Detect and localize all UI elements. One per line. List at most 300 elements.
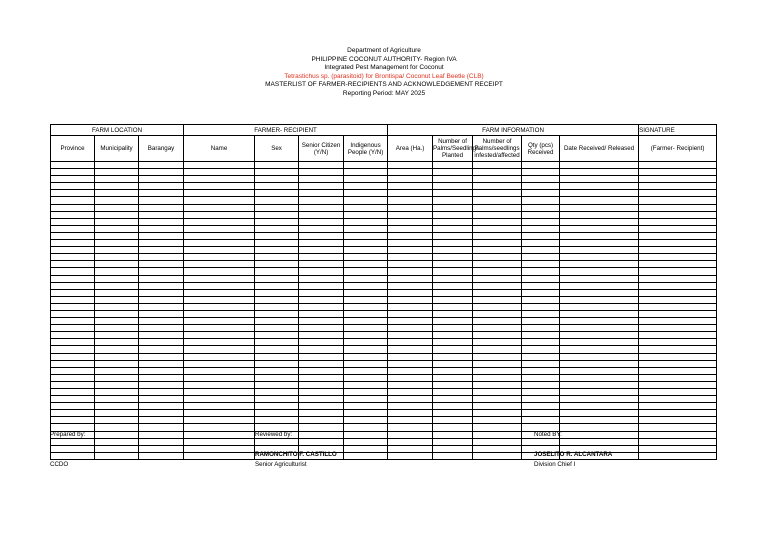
table-cell[interactable] bbox=[184, 353, 255, 360]
table-cell[interactable] bbox=[344, 268, 388, 275]
table-cell[interactable] bbox=[388, 431, 433, 438]
table-cell[interactable] bbox=[522, 396, 560, 403]
table-cell[interactable] bbox=[344, 339, 388, 346]
table-cell[interactable] bbox=[639, 431, 717, 438]
table-cell[interactable] bbox=[560, 197, 639, 204]
table-cell[interactable] bbox=[95, 438, 139, 445]
table-cell[interactable] bbox=[560, 367, 639, 374]
table-cell[interactable] bbox=[473, 247, 522, 254]
table-cell[interactable] bbox=[299, 254, 344, 261]
table-cell[interactable] bbox=[255, 410, 299, 417]
table-cell[interactable] bbox=[95, 389, 139, 396]
table-cell[interactable] bbox=[299, 296, 344, 303]
table-cell[interactable] bbox=[51, 211, 95, 218]
table-cell[interactable] bbox=[184, 197, 255, 204]
table-cell[interactable] bbox=[473, 367, 522, 374]
table-cell[interactable] bbox=[139, 190, 184, 197]
table-cell[interactable] bbox=[473, 282, 522, 289]
table-cell[interactable] bbox=[522, 169, 560, 176]
table-cell[interactable] bbox=[255, 261, 299, 268]
table-cell[interactable] bbox=[639, 445, 717, 452]
table-cell[interactable] bbox=[344, 389, 388, 396]
table-cell[interactable] bbox=[95, 254, 139, 261]
table-cell[interactable] bbox=[184, 268, 255, 275]
table-cell[interactable] bbox=[255, 296, 299, 303]
table-cell[interactable] bbox=[184, 261, 255, 268]
table-cell[interactable] bbox=[95, 396, 139, 403]
table-cell[interactable] bbox=[299, 190, 344, 197]
table-cell[interactable] bbox=[560, 204, 639, 211]
table-cell[interactable] bbox=[560, 339, 639, 346]
table-cell[interactable] bbox=[184, 374, 255, 381]
table-cell[interactable] bbox=[473, 310, 522, 317]
table-cell[interactable] bbox=[433, 417, 473, 424]
table-cell[interactable] bbox=[344, 346, 388, 353]
table-cell[interactable] bbox=[388, 197, 433, 204]
table-cell[interactable] bbox=[344, 296, 388, 303]
table-cell[interactable] bbox=[299, 403, 344, 410]
table-cell[interactable] bbox=[184, 254, 255, 261]
table-cell[interactable] bbox=[473, 240, 522, 247]
table-cell[interactable] bbox=[433, 197, 473, 204]
table-cell[interactable] bbox=[184, 396, 255, 403]
table-cell[interactable] bbox=[95, 275, 139, 282]
table-cell[interactable] bbox=[299, 282, 344, 289]
table-cell[interactable] bbox=[388, 339, 433, 346]
table-cell[interactable] bbox=[344, 183, 388, 190]
table-cell[interactable] bbox=[95, 417, 139, 424]
table-cell[interactable] bbox=[51, 183, 95, 190]
table-cell[interactable] bbox=[639, 374, 717, 381]
table-cell[interactable] bbox=[344, 445, 388, 452]
table-cell[interactable] bbox=[522, 282, 560, 289]
table-cell[interactable] bbox=[255, 162, 299, 169]
table-cell[interactable] bbox=[388, 268, 433, 275]
table-cell[interactable] bbox=[639, 225, 717, 232]
table-cell[interactable] bbox=[139, 218, 184, 225]
table-cell[interactable] bbox=[433, 381, 473, 388]
table-cell[interactable] bbox=[95, 190, 139, 197]
table-cell[interactable] bbox=[433, 318, 473, 325]
table-cell[interactable] bbox=[255, 332, 299, 339]
table-cell[interactable] bbox=[184, 218, 255, 225]
table-cell[interactable] bbox=[522, 211, 560, 218]
table-cell[interactable] bbox=[388, 310, 433, 317]
table-cell[interactable] bbox=[184, 381, 255, 388]
table-cell[interactable] bbox=[139, 211, 184, 218]
table-cell[interactable] bbox=[388, 360, 433, 367]
table-cell[interactable] bbox=[344, 275, 388, 282]
table-cell[interactable] bbox=[255, 197, 299, 204]
table-cell[interactable] bbox=[51, 310, 95, 317]
table-cell[interactable] bbox=[255, 289, 299, 296]
table-cell[interactable] bbox=[388, 367, 433, 374]
table-cell[interactable] bbox=[184, 204, 255, 211]
table-cell[interactable] bbox=[388, 424, 433, 431]
table-cell[interactable] bbox=[51, 403, 95, 410]
table-cell[interactable] bbox=[95, 360, 139, 367]
table-cell[interactable] bbox=[344, 310, 388, 317]
table-cell[interactable] bbox=[255, 225, 299, 232]
table-cell[interactable] bbox=[299, 183, 344, 190]
table-cell[interactable] bbox=[95, 176, 139, 183]
table-cell[interactable] bbox=[299, 424, 344, 431]
table-cell[interactable] bbox=[560, 424, 639, 431]
table-cell[interactable] bbox=[344, 438, 388, 445]
table-cell[interactable] bbox=[344, 247, 388, 254]
table-cell[interactable] bbox=[388, 289, 433, 296]
table-cell[interactable] bbox=[433, 190, 473, 197]
table-cell[interactable] bbox=[433, 296, 473, 303]
table-cell[interactable] bbox=[522, 310, 560, 317]
table-cell[interactable] bbox=[51, 332, 95, 339]
table-cell[interactable] bbox=[255, 389, 299, 396]
table-cell[interactable] bbox=[388, 232, 433, 239]
table-cell[interactable] bbox=[255, 367, 299, 374]
table-cell[interactable] bbox=[255, 374, 299, 381]
table-cell[interactable] bbox=[299, 318, 344, 325]
table-cell[interactable] bbox=[51, 410, 95, 417]
table-cell[interactable] bbox=[344, 261, 388, 268]
table-cell[interactable] bbox=[184, 183, 255, 190]
table-cell[interactable] bbox=[560, 389, 639, 396]
table-cell[interactable] bbox=[639, 268, 717, 275]
table-cell[interactable] bbox=[184, 445, 255, 452]
table-cell[interactable] bbox=[51, 424, 95, 431]
table-cell[interactable] bbox=[344, 254, 388, 261]
table-cell[interactable] bbox=[560, 211, 639, 218]
table-cell[interactable] bbox=[139, 169, 184, 176]
table-cell[interactable] bbox=[639, 211, 717, 218]
table-cell[interactable] bbox=[560, 410, 639, 417]
table-cell[interactable] bbox=[255, 169, 299, 176]
table-cell[interactable] bbox=[639, 190, 717, 197]
table-cell[interactable] bbox=[433, 367, 473, 374]
table-cell[interactable] bbox=[139, 225, 184, 232]
table-cell[interactable] bbox=[51, 381, 95, 388]
table-cell[interactable] bbox=[184, 367, 255, 374]
table-cell[interactable] bbox=[433, 452, 473, 459]
table-cell[interactable] bbox=[184, 296, 255, 303]
table-cell[interactable] bbox=[255, 183, 299, 190]
table-cell[interactable] bbox=[344, 452, 388, 459]
table-cell[interactable] bbox=[344, 332, 388, 339]
table-cell[interactable] bbox=[560, 247, 639, 254]
table-cell[interactable] bbox=[473, 445, 522, 452]
table-cell[interactable] bbox=[388, 389, 433, 396]
table-cell[interactable] bbox=[473, 389, 522, 396]
table-cell[interactable] bbox=[639, 296, 717, 303]
table-cell[interactable] bbox=[299, 367, 344, 374]
table-cell[interactable] bbox=[433, 211, 473, 218]
table-cell[interactable] bbox=[299, 396, 344, 403]
table-cell[interactable] bbox=[522, 360, 560, 367]
table-cell[interactable] bbox=[51, 275, 95, 282]
table-cell[interactable] bbox=[473, 332, 522, 339]
table-cell[interactable] bbox=[95, 268, 139, 275]
table-cell[interactable] bbox=[433, 353, 473, 360]
table-cell[interactable] bbox=[344, 410, 388, 417]
table-cell[interactable] bbox=[95, 204, 139, 211]
table-cell[interactable] bbox=[51, 360, 95, 367]
table-cell[interactable] bbox=[51, 374, 95, 381]
table-cell[interactable] bbox=[560, 318, 639, 325]
table-cell[interactable] bbox=[473, 396, 522, 403]
table-cell[interactable] bbox=[184, 169, 255, 176]
table-cell[interactable] bbox=[560, 325, 639, 332]
table-cell[interactable] bbox=[51, 417, 95, 424]
table-cell[interactable] bbox=[433, 268, 473, 275]
table-cell[interactable] bbox=[255, 417, 299, 424]
table-cell[interactable] bbox=[255, 360, 299, 367]
table-cell[interactable] bbox=[344, 424, 388, 431]
table-cell[interactable] bbox=[560, 261, 639, 268]
table-cell[interactable] bbox=[299, 310, 344, 317]
table-cell[interactable] bbox=[388, 296, 433, 303]
table-cell[interactable] bbox=[51, 367, 95, 374]
table-cell[interactable] bbox=[139, 176, 184, 183]
table-cell[interactable] bbox=[95, 325, 139, 332]
table-cell[interactable] bbox=[639, 204, 717, 211]
table-cell[interactable] bbox=[139, 275, 184, 282]
table-cell[interactable] bbox=[95, 332, 139, 339]
table-cell[interactable] bbox=[299, 381, 344, 388]
table-cell[interactable] bbox=[388, 417, 433, 424]
table-cell[interactable] bbox=[344, 240, 388, 247]
table-cell[interactable] bbox=[184, 282, 255, 289]
table-cell[interactable] bbox=[522, 346, 560, 353]
table-cell[interactable] bbox=[344, 204, 388, 211]
table-cell[interactable] bbox=[560, 268, 639, 275]
table-cell[interactable] bbox=[255, 204, 299, 211]
table-cell[interactable] bbox=[139, 417, 184, 424]
table-cell[interactable] bbox=[433, 254, 473, 261]
table-cell[interactable] bbox=[388, 396, 433, 403]
table-cell[interactable] bbox=[473, 374, 522, 381]
table-cell[interactable] bbox=[388, 410, 433, 417]
table-cell[interactable] bbox=[184, 417, 255, 424]
table-cell[interactable] bbox=[560, 169, 639, 176]
table-cell[interactable] bbox=[51, 162, 95, 169]
table-cell[interactable] bbox=[639, 353, 717, 360]
table-cell[interactable] bbox=[433, 310, 473, 317]
table-cell[interactable] bbox=[139, 403, 184, 410]
table-cell[interactable] bbox=[51, 282, 95, 289]
table-cell[interactable] bbox=[639, 396, 717, 403]
table-cell[interactable] bbox=[344, 374, 388, 381]
table-cell[interactable] bbox=[344, 360, 388, 367]
table-cell[interactable] bbox=[388, 445, 433, 452]
table-cell[interactable] bbox=[255, 275, 299, 282]
table-cell[interactable] bbox=[299, 374, 344, 381]
table-cell[interactable] bbox=[560, 346, 639, 353]
table-cell[interactable] bbox=[433, 183, 473, 190]
table-cell[interactable] bbox=[433, 282, 473, 289]
table-cell[interactable] bbox=[51, 289, 95, 296]
table-cell[interactable] bbox=[433, 162, 473, 169]
table-cell[interactable] bbox=[184, 310, 255, 317]
table-cell[interactable] bbox=[139, 247, 184, 254]
table-cell[interactable] bbox=[255, 381, 299, 388]
table-cell[interactable] bbox=[388, 325, 433, 332]
table-cell[interactable] bbox=[255, 403, 299, 410]
table-cell[interactable] bbox=[388, 282, 433, 289]
table-cell[interactable] bbox=[433, 303, 473, 310]
table-cell[interactable] bbox=[473, 325, 522, 332]
table-cell[interactable] bbox=[560, 374, 639, 381]
table-cell[interactable] bbox=[344, 417, 388, 424]
table-cell[interactable] bbox=[388, 346, 433, 353]
table-cell[interactable] bbox=[139, 268, 184, 275]
table-cell[interactable] bbox=[184, 339, 255, 346]
table-cell[interactable] bbox=[560, 417, 639, 424]
table-cell[interactable] bbox=[473, 431, 522, 438]
table-cell[interactable] bbox=[433, 261, 473, 268]
table-cell[interactable] bbox=[473, 303, 522, 310]
table-cell[interactable] bbox=[95, 289, 139, 296]
table-cell[interactable] bbox=[639, 176, 717, 183]
table-cell[interactable] bbox=[299, 303, 344, 310]
table-cell[interactable] bbox=[139, 310, 184, 317]
table-cell[interactable] bbox=[255, 218, 299, 225]
table-cell[interactable] bbox=[299, 218, 344, 225]
table-cell[interactable] bbox=[184, 332, 255, 339]
table-cell[interactable] bbox=[522, 268, 560, 275]
table-cell[interactable] bbox=[184, 211, 255, 218]
table-cell[interactable] bbox=[433, 232, 473, 239]
table-cell[interactable] bbox=[388, 374, 433, 381]
table-cell[interactable] bbox=[51, 225, 95, 232]
table-cell[interactable] bbox=[95, 211, 139, 218]
table-cell[interactable] bbox=[560, 303, 639, 310]
table-cell[interactable] bbox=[522, 410, 560, 417]
table-cell[interactable] bbox=[388, 332, 433, 339]
table-cell[interactable] bbox=[95, 261, 139, 268]
table-cell[interactable] bbox=[522, 162, 560, 169]
table-cell[interactable] bbox=[139, 282, 184, 289]
table-cell[interactable] bbox=[184, 176, 255, 183]
table-cell[interactable] bbox=[184, 389, 255, 396]
table-cell[interactable] bbox=[522, 275, 560, 282]
table-cell[interactable] bbox=[433, 247, 473, 254]
table-cell[interactable] bbox=[344, 176, 388, 183]
table-cell[interactable] bbox=[560, 282, 639, 289]
table-cell[interactable] bbox=[473, 162, 522, 169]
table-cell[interactable] bbox=[433, 410, 473, 417]
table-cell[interactable] bbox=[184, 247, 255, 254]
table-cell[interactable] bbox=[639, 346, 717, 353]
table-cell[interactable] bbox=[344, 303, 388, 310]
table-cell[interactable] bbox=[299, 346, 344, 353]
table-cell[interactable] bbox=[433, 332, 473, 339]
table-cell[interactable] bbox=[560, 396, 639, 403]
table-cell[interactable] bbox=[255, 232, 299, 239]
table-cell[interactable] bbox=[639, 218, 717, 225]
table-cell[interactable] bbox=[522, 318, 560, 325]
table-cell[interactable] bbox=[473, 289, 522, 296]
table-cell[interactable] bbox=[344, 431, 388, 438]
table-cell[interactable] bbox=[388, 261, 433, 268]
table-cell[interactable] bbox=[51, 176, 95, 183]
table-cell[interactable] bbox=[560, 296, 639, 303]
table-cell[interactable] bbox=[51, 240, 95, 247]
table-cell[interactable] bbox=[184, 403, 255, 410]
table-cell[interactable] bbox=[560, 332, 639, 339]
table-cell[interactable] bbox=[139, 367, 184, 374]
table-cell[interactable] bbox=[639, 232, 717, 239]
table-cell[interactable] bbox=[255, 318, 299, 325]
table-cell[interactable] bbox=[344, 381, 388, 388]
table-cell[interactable] bbox=[473, 275, 522, 282]
table-cell[interactable] bbox=[473, 204, 522, 211]
table-cell[interactable] bbox=[639, 452, 717, 459]
table-cell[interactable] bbox=[433, 169, 473, 176]
table-cell[interactable] bbox=[139, 240, 184, 247]
table-cell[interactable] bbox=[560, 289, 639, 296]
table-cell[interactable] bbox=[388, 254, 433, 261]
table-cell[interactable] bbox=[184, 360, 255, 367]
table-cell[interactable] bbox=[473, 211, 522, 218]
table-cell[interactable] bbox=[388, 403, 433, 410]
table-cell[interactable] bbox=[299, 162, 344, 169]
table-cell[interactable] bbox=[255, 346, 299, 353]
table-cell[interactable] bbox=[95, 367, 139, 374]
table-cell[interactable] bbox=[184, 289, 255, 296]
table-cell[interactable] bbox=[522, 353, 560, 360]
table-cell[interactable] bbox=[139, 431, 184, 438]
table-cell[interactable] bbox=[139, 424, 184, 431]
table-cell[interactable] bbox=[95, 303, 139, 310]
table-cell[interactable] bbox=[344, 225, 388, 232]
table-cell[interactable] bbox=[139, 346, 184, 353]
table-cell[interactable] bbox=[139, 289, 184, 296]
table-cell[interactable] bbox=[388, 162, 433, 169]
table-cell[interactable] bbox=[473, 417, 522, 424]
table-cell[interactable] bbox=[560, 353, 639, 360]
table-cell[interactable] bbox=[299, 332, 344, 339]
table-cell[interactable] bbox=[522, 374, 560, 381]
table-cell[interactable] bbox=[51, 396, 95, 403]
table-cell[interactable] bbox=[433, 431, 473, 438]
table-cell[interactable] bbox=[95, 346, 139, 353]
table-cell[interactable] bbox=[95, 445, 139, 452]
table-cell[interactable] bbox=[433, 218, 473, 225]
table-cell[interactable] bbox=[560, 240, 639, 247]
table-cell[interactable] bbox=[433, 424, 473, 431]
table-cell[interactable] bbox=[639, 389, 717, 396]
table-cell[interactable] bbox=[344, 289, 388, 296]
table-cell[interactable] bbox=[473, 346, 522, 353]
table-cell[interactable] bbox=[522, 389, 560, 396]
table-cell[interactable] bbox=[522, 417, 560, 424]
table-cell[interactable] bbox=[639, 282, 717, 289]
table-cell[interactable] bbox=[473, 410, 522, 417]
table-cell[interactable] bbox=[95, 169, 139, 176]
table-cell[interactable] bbox=[95, 403, 139, 410]
table-cell[interactable] bbox=[639, 197, 717, 204]
table-cell[interactable] bbox=[299, 176, 344, 183]
table-cell[interactable] bbox=[344, 162, 388, 169]
table-cell[interactable] bbox=[255, 190, 299, 197]
table-cell[interactable] bbox=[388, 240, 433, 247]
table-cell[interactable] bbox=[522, 289, 560, 296]
table-cell[interactable] bbox=[51, 339, 95, 346]
table-cell[interactable] bbox=[255, 282, 299, 289]
table-cell[interactable] bbox=[560, 254, 639, 261]
table-cell[interactable] bbox=[139, 396, 184, 403]
table-cell[interactable] bbox=[255, 176, 299, 183]
table-cell[interactable] bbox=[184, 190, 255, 197]
